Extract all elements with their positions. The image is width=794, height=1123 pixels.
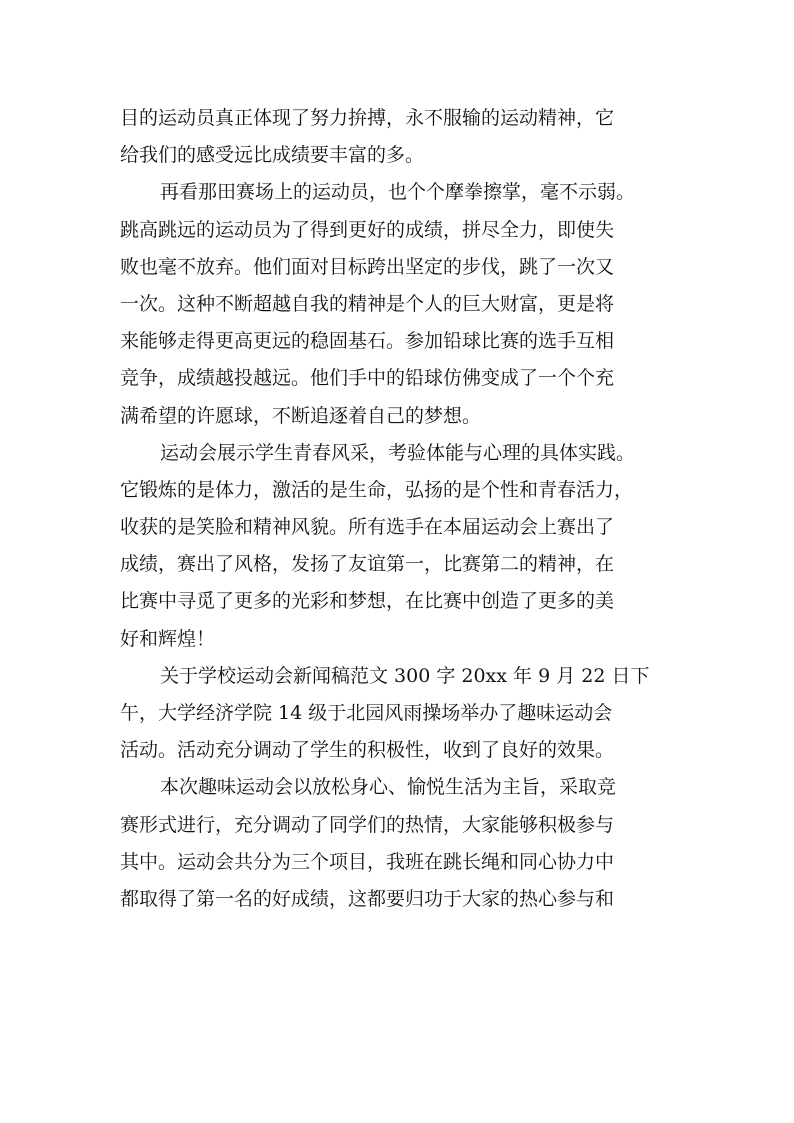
text-line: 本次趣味运动会以放松身心、愉悦生活为主旨，采取竞 — [160, 776, 617, 799]
paragraph — [120, 435, 690, 658]
text-line: 运动会展示学生青春风采，考验体能与心理的具体实践。 — [160, 441, 636, 464]
text-line: 其中。运动会共分为三个项目，我班在跳长绳和同心协力中 — [120, 850, 615, 873]
text-line: 满希望的许愿球，不断追逐着自己的梦想。 — [120, 404, 482, 427]
paragraph — [120, 658, 690, 770]
text-line: 好和辉煌！ — [120, 627, 216, 650]
paragraph — [120, 769, 690, 918]
text-line: 活动。活动充分调动了学生的积极性，收到了良好的效果。 — [120, 739, 615, 762]
text-line: 败也毫不放弃。他们面对目标跨出坚定的步伐，跳了一次又 — [120, 255, 615, 278]
text-line: 竞争，成绩越投越远。他们手中的铅球仿佛变成了一个个充 — [120, 367, 615, 390]
text-line: 关于学校运动会新闻稿范文 300 字 20xx 年 9 月 22 日下 — [160, 664, 650, 687]
paragraph — [120, 100, 690, 174]
text-line: 跳高跳远的运动员为了得到更好的成绩，拼尽全力，即使失 — [120, 218, 615, 241]
text-line: 一次。这种不断超越自我的精神是个人的巨大财富，更是将 — [120, 292, 615, 315]
text-line: 成绩，赛出了风格，发扬了友谊第一，比赛第二的精神，在 — [120, 553, 615, 576]
text-line: 目的运动员真正体现了努力拚搏，永不服输的运动精神，它 — [120, 107, 615, 129]
text-line: 来能够走得更高更远的稳固基石。参加铅球比赛的选手互相 — [120, 330, 615, 353]
text-line: 比赛中寻觅了更多的光彩和梦想，在比赛中创造了更多的美 — [120, 590, 615, 613]
body-text — [120, 100, 690, 918]
text-line: 赛形式进行，充分调动了同学们的热情，大家能够积极参与 — [120, 813, 615, 836]
text-line: 再看那田赛场上的运动员，也个个摩拳擦掌，毫不示弱。 — [160, 181, 636, 204]
text-line: 都取得了第一名的好成绩，这都要归功于大家的热心参与和 — [120, 887, 615, 910]
text-line: 给我们的感受远比成绩要丰富的多。 — [120, 144, 425, 167]
text-line: 午，大学经济学院 14 级于北园风雨操场举办了趣味运动会 — [120, 702, 613, 724]
text-line: 收获的是笑脸和精神风貌。所有选手在本届运动会上赛出了 — [120, 516, 615, 539]
text-line: 它锻炼的是体力，激活的是生命，弘扬的是个性和青春活力， — [120, 478, 634, 501]
paragraph — [120, 174, 690, 434]
